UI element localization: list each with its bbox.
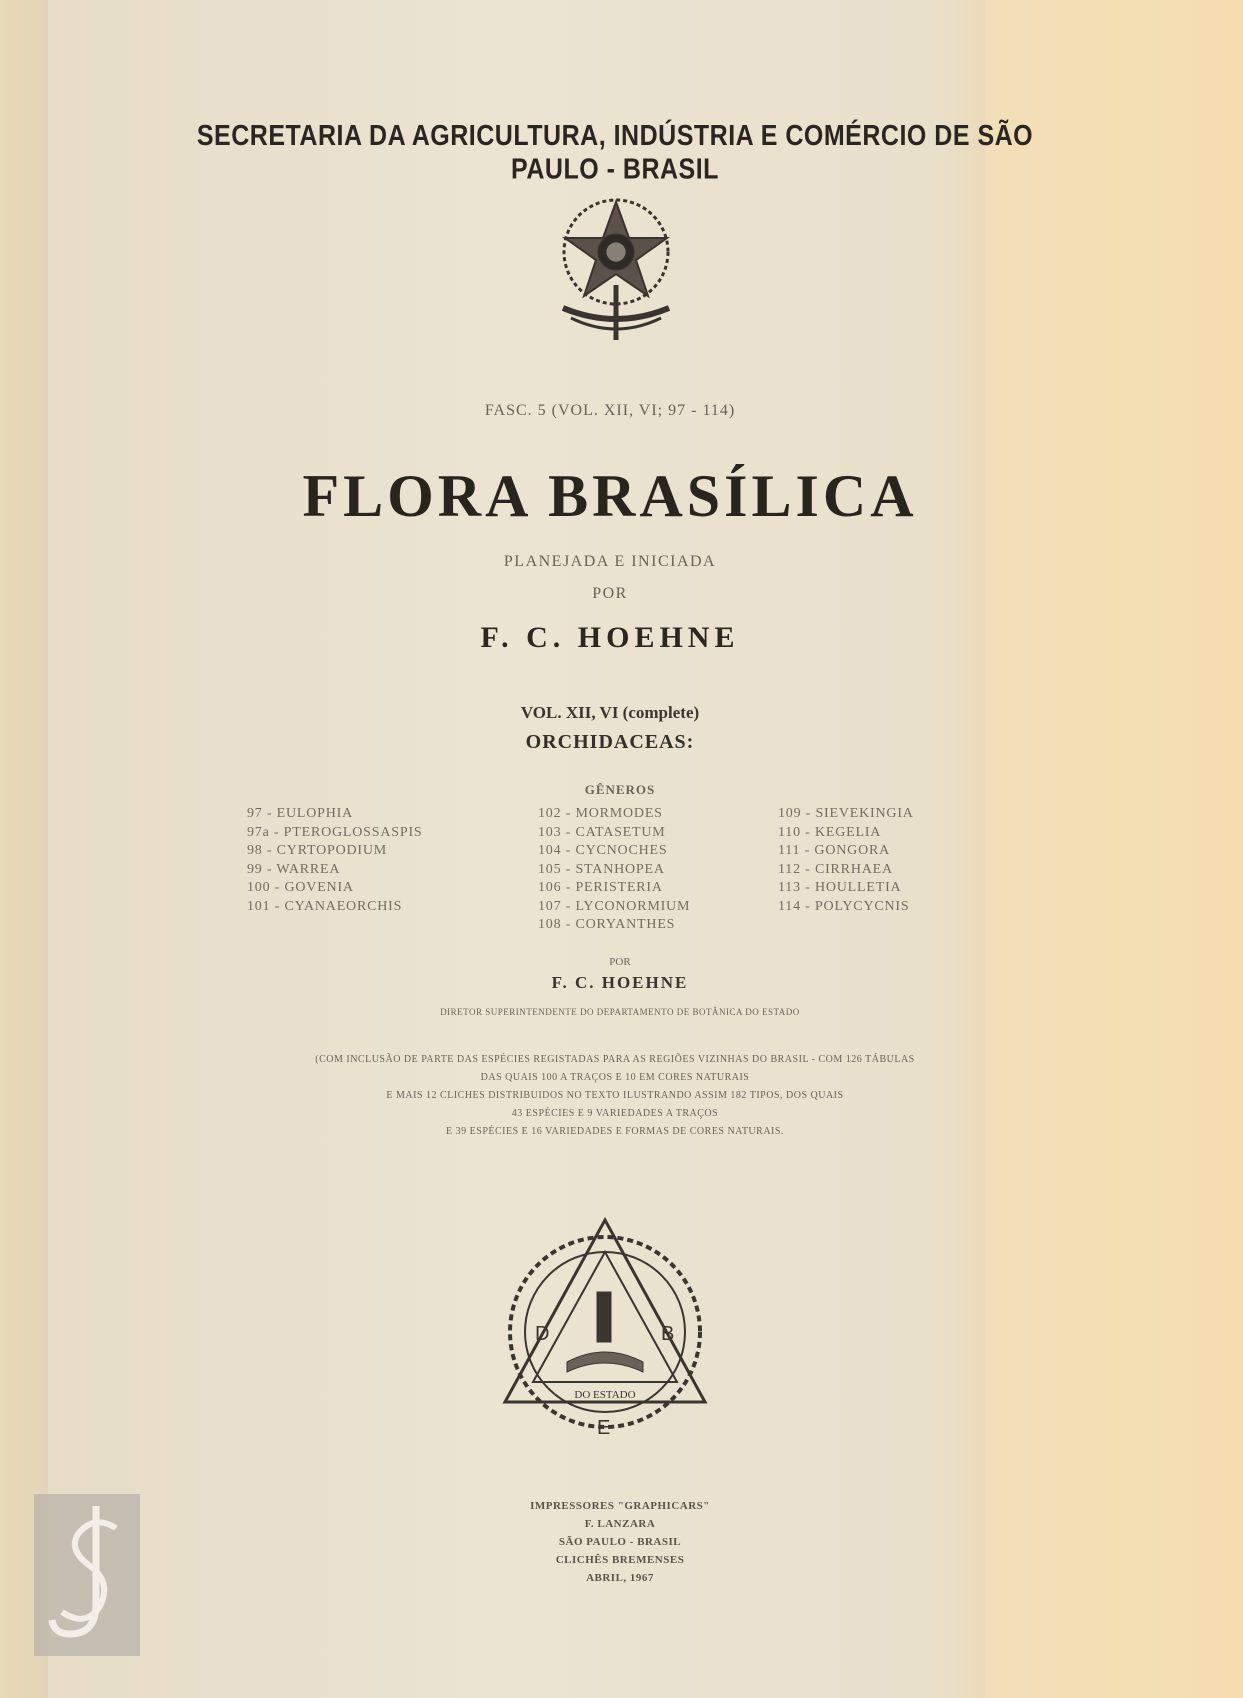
emblem-ribbon: DO ESTADO — [574, 1389, 636, 1401]
description-line: E 39 ESPÉCIES E 16 VARIEDADES E FORMAS DE CORES NATURAIS. — [446, 1126, 784, 1137]
genera-heading: GÊNEROS — [584, 782, 656, 797]
imprint-line: IMPRESSORES "GRAPHICARS" — [530, 1500, 710, 1512]
author-name: F. C. HOEHNE — [480, 621, 740, 654]
description-line: (COM INCLUSÃO DE PARTE DAS ESPÉCIES REGISTADAS PARA AS REGIÕES VIZINHAS DO BRASIL - COM 126 TÁBULAS — [315, 1054, 915, 1065]
imprint-line: F. LANZARA — [584, 1518, 656, 1530]
genus-item: 97a - PTEROGLOSSASPIS — [247, 824, 423, 840]
genus-item: 101 - CYANAEORCHIS — [247, 898, 403, 914]
department-emblem-icon — [497, 1212, 714, 1442]
imprint-line: SÃO PAULO - BRASIL — [558, 1536, 682, 1548]
genus-item: 107 - LYCONORMIUM — [538, 898, 691, 914]
description-line: DAS QUAIS 100 A TRAÇOS E 10 EM CORES NATURAIS — [480, 1072, 750, 1083]
genus-item: 103 - CATASETUM — [538, 824, 666, 840]
emblem-letter-d: D — [535, 1323, 550, 1345]
paper-right-band — [985, 0, 1243, 1698]
genera-column-1 — [247, 805, 423, 916]
genus-item: 110 - KEGELIA — [778, 824, 882, 840]
byline-por: POR — [609, 956, 631, 968]
byline-author: F. C. HOEHNE — [551, 973, 689, 992]
genus-item: 105 - STANHOPEA — [538, 861, 665, 877]
coat-of-arms-icon — [543, 190, 689, 352]
genus-item: 100 - GOVENIA — [247, 880, 354, 895]
fascicle-line: FASC. 5 (VOL. XII, VI; 97 - 114) — [484, 402, 736, 419]
genus-item: 109 - SIEVEKINGIA — [778, 806, 914, 821]
genus-item: 113 - HOULLETIA — [778, 880, 902, 895]
imprint-line: CLICHÊS BREMENSES — [555, 1554, 685, 1566]
genus-item: 111 - GONGORA — [778, 843, 891, 858]
watermark-logo-icon — [34, 1494, 140, 1656]
imprint-block — [450, 1497, 790, 1587]
planned-line: PLANEJADA E INICIADA — [503, 553, 717, 570]
description-block — [200, 1051, 1030, 1141]
genus-item: 108 - CORYANTHES — [538, 917, 676, 932]
byline-title: DIRETOR SUPERINTENDENTE DO DEPARTAMENTO DE BOTÂNICA DO ESTADO — [440, 1007, 800, 1017]
imprint-line: ABRIL, 1967 — [586, 1572, 654, 1584]
family-name: ORCHIDACEAS: — [525, 731, 695, 753]
emblem-letter-b: B — [661, 1323, 675, 1345]
description-line: 43 ESPÉCIES E 9 VARIEDADES A TRAÇOS — [511, 1108, 719, 1119]
genus-item: 97 - EULOPHIA — [247, 806, 354, 821]
genus-item: 99 - WARREA — [247, 861, 341, 877]
institution-header: SECRETARIA DA AGRICULTURA, INDÚSTRIA E COMÉRCIO DE SÃO PAULO - BRASIL — [196, 119, 1034, 186]
genera-column-3 — [778, 805, 914, 916]
genus-item: 114 - POLYCYCNIS — [778, 898, 910, 914]
volume-line: VOL. XII, VI (complete) — [520, 703, 700, 722]
main-title: FLORA BRASÍLICA — [302, 463, 918, 529]
genera-column-2 — [538, 805, 690, 935]
por-line: POR — [592, 585, 628, 602]
description-line: E MAIS 12 CLICHES DISTRIBUIDOS NO TEXTO ILUSTRANDO ASSIM 182 TIPOS, DOS QUAIS — [386, 1090, 844, 1101]
emblem-letter-e: E — [597, 1417, 611, 1439]
paper-left-edge — [0, 0, 48, 1698]
genus-item: 106 - PERISTERIA — [538, 880, 663, 895]
genus-item: 112 - CIRRHAEA — [778, 861, 893, 877]
genus-item: 104 - CYCNOCHES — [538, 843, 668, 858]
genus-item: 102 - MORMODES — [538, 806, 663, 821]
genus-item: 98 - CYRTOPODIUM — [247, 843, 388, 858]
